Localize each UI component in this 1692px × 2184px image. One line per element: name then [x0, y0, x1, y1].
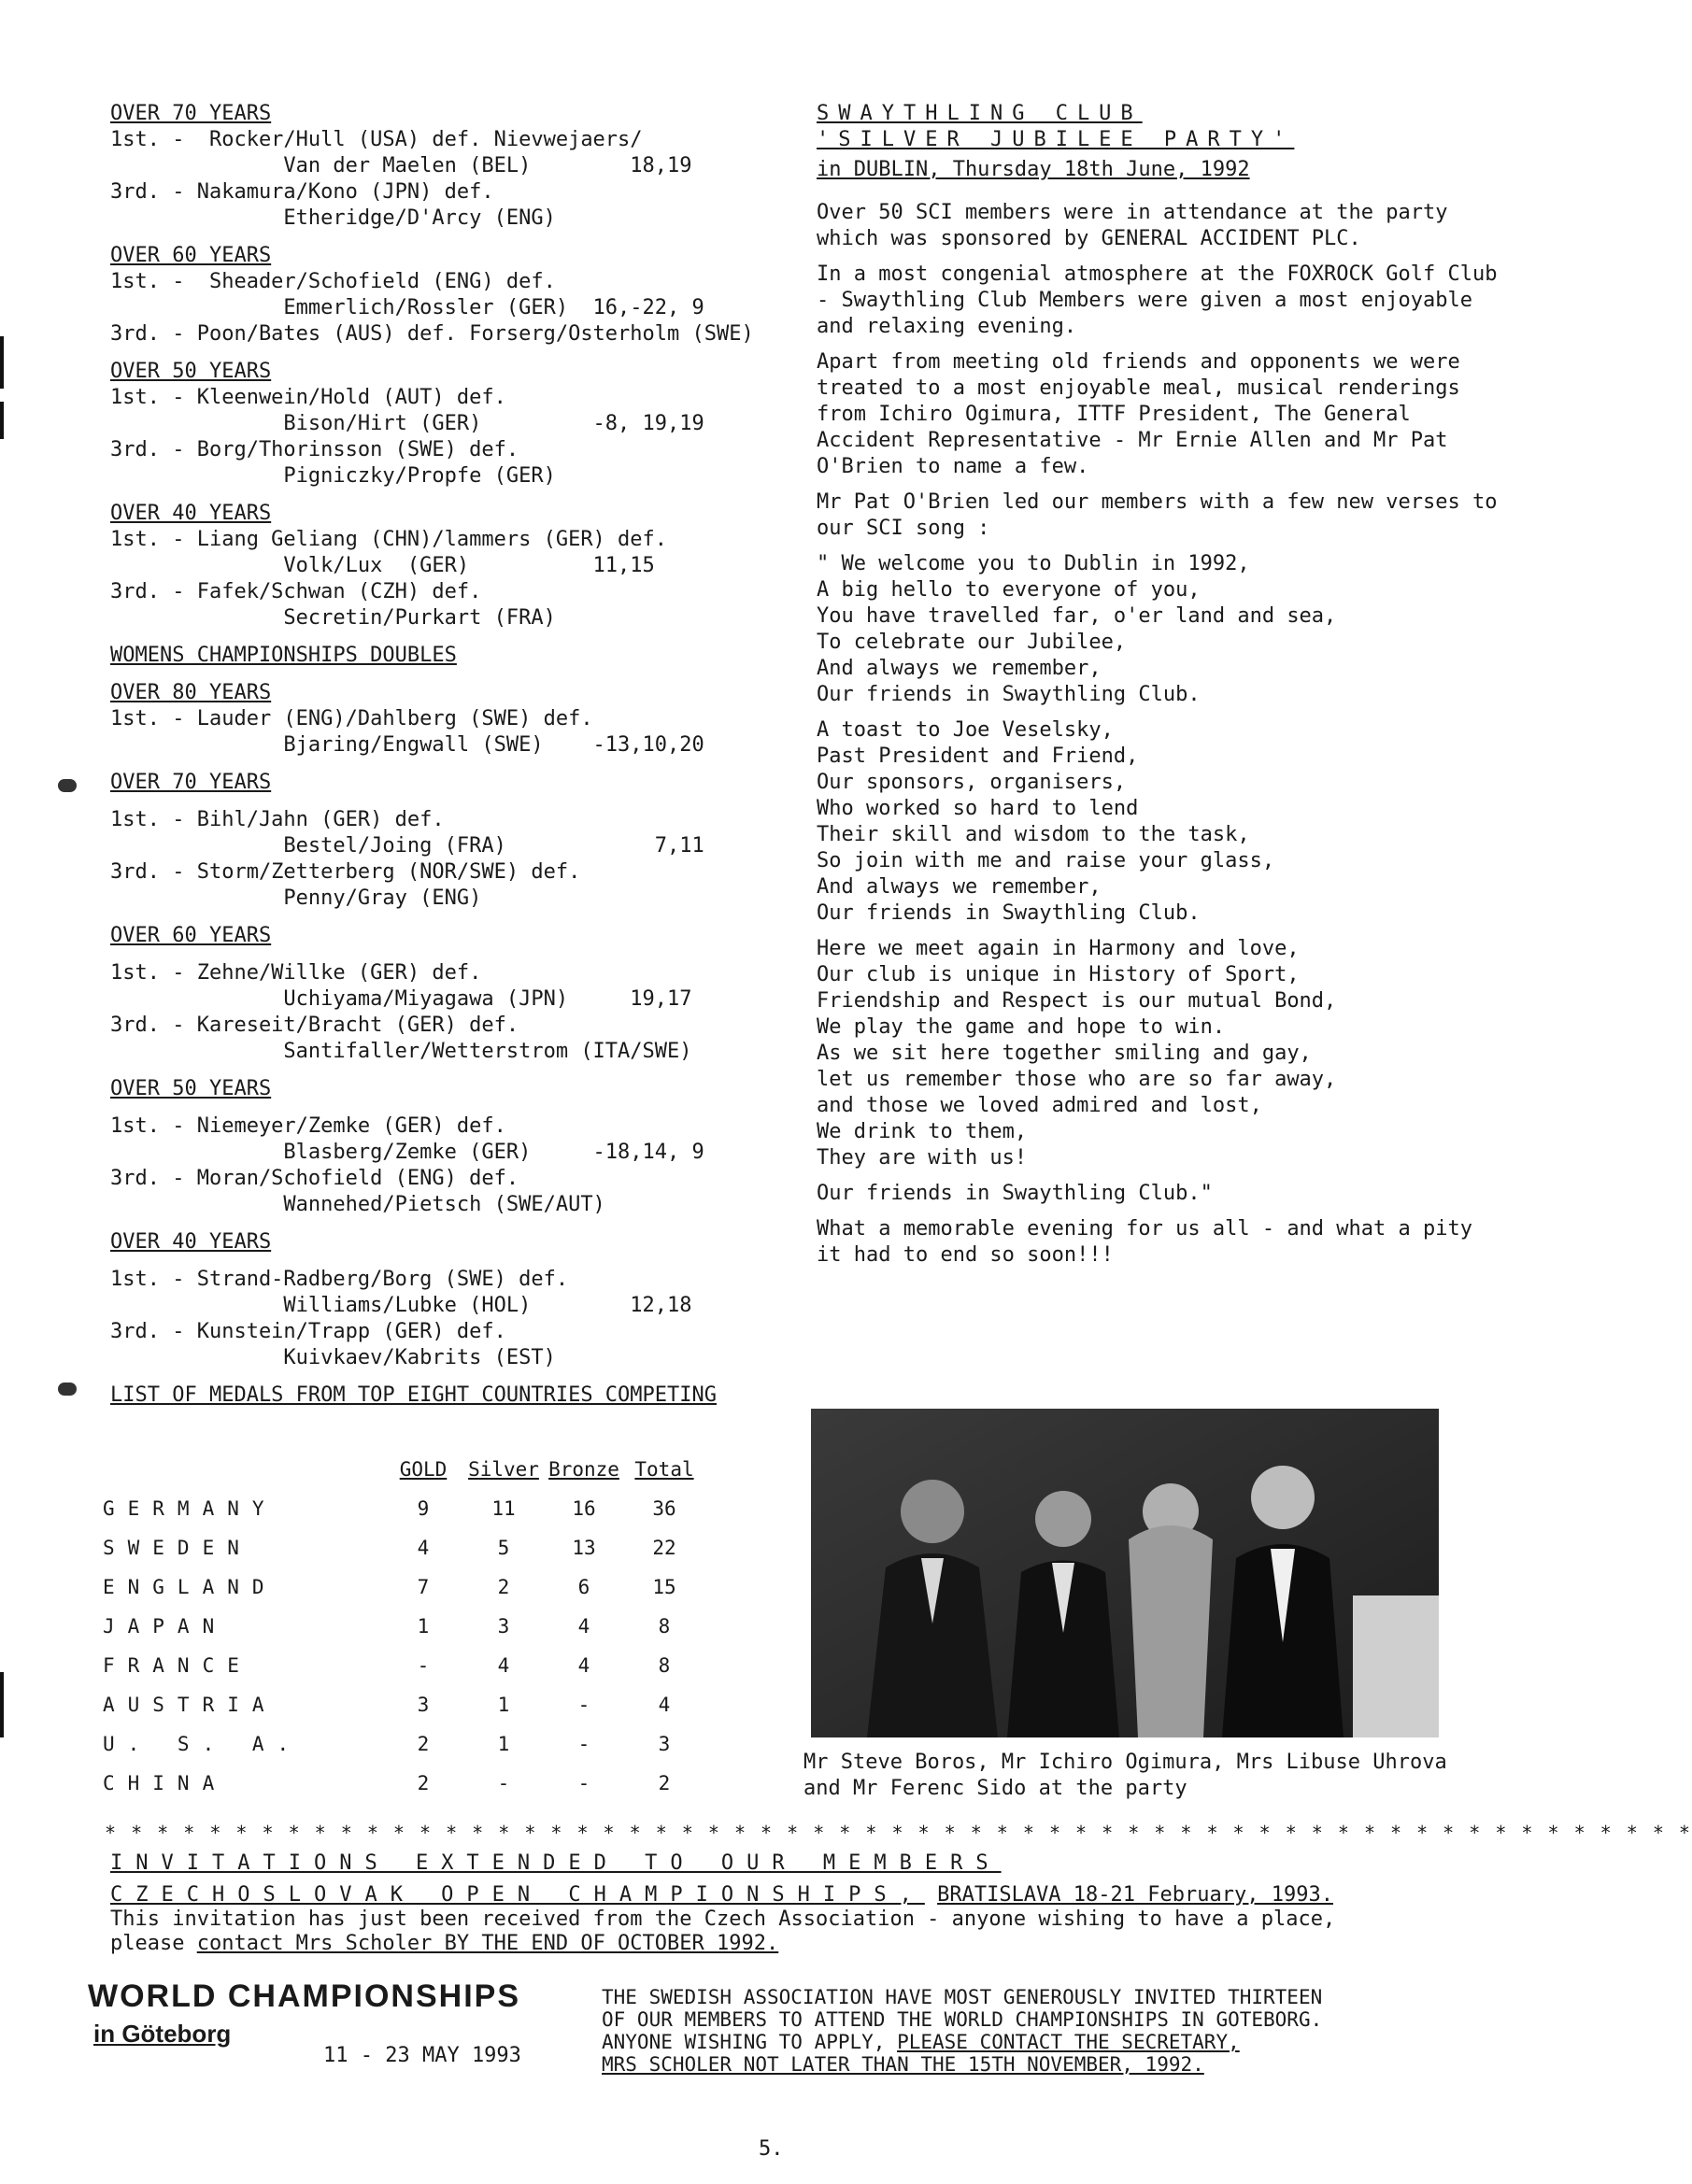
- spacer: [110, 1371, 802, 1383]
- world-championships-dates: 11 - 23 MAY 1993: [323, 2044, 521, 2067]
- song-line: A toast to Joe Veselsky,: [817, 718, 1114, 742]
- song-verse: [817, 1181, 1508, 1207]
- medal-count: 9: [417, 1497, 430, 1520]
- section-heading: LIST OF MEDALS FROM TOP EIGHT COUNTRIES COMPETING: [110, 1383, 718, 1407]
- czech-heading: [110, 1883, 1437, 1907]
- article-column: [817, 101, 1508, 1278]
- result-line: 3rd. - Kareseit/Bracht (GER) def.: [110, 1014, 519, 1037]
- country-name: ENGLAND: [103, 1576, 277, 1598]
- section-heading: OVER 40 YEARS: [110, 502, 272, 525]
- song-line: Past President and Friend,: [817, 745, 1139, 768]
- wc-line: THE SWEDISH ASSOCIATION HAVE MOST GENEROUSLY INVITED THIRTEEN: [602, 1986, 1323, 2008]
- spacer: [110, 1065, 802, 1076]
- binder-mark: [0, 1672, 4, 1737]
- result-line: 1st. - Niemeyer/Zemke (GER) def.: [110, 1114, 506, 1138]
- song-line: And always we remember,: [817, 657, 1102, 680]
- medal-count: 11: [491, 1497, 516, 1520]
- song-line: Here we meet again in Harmony and love,: [817, 937, 1300, 960]
- song-line: So join with me and raise your glass,: [817, 849, 1275, 872]
- section-heading: OVER 80 YEARS: [110, 681, 272, 704]
- result-line: 3rd. - Kunstein/Trapp (GER) def.: [110, 1320, 506, 1343]
- medal-count: 4: [577, 1654, 590, 1677]
- medal-row: [103, 1764, 704, 1803]
- song-line: As we sit here together smiling and gay,: [817, 1042, 1312, 1065]
- section-heading: OVER 60 YEARS: [110, 244, 272, 267]
- song-line: A big hello to everyone of you,: [817, 578, 1201, 602]
- result-line: Secretin/Purkart (FRA): [110, 606, 556, 630]
- world-championships-title: WORLD CHAMPIONSHIPS: [88, 1978, 520, 2014]
- spacer: [110, 912, 802, 923]
- result-line: 1st. - Sheader/Schofield (ENG) def.: [110, 270, 556, 293]
- czech-contact: contact Mrs Scholer BY THE END OF OCTOBER 1992.: [196, 1932, 779, 1955]
- medal-count: 8: [658, 1615, 671, 1638]
- party-photo-image: [811, 1409, 1439, 1737]
- medal-row: [103, 1724, 704, 1764]
- country-name: AUSTRIA: [103, 1694, 277, 1716]
- result-line: 1st. - Liang Geliang (CHN)/lammers (GER) def.: [110, 528, 668, 551]
- medal-count: 22: [652, 1537, 676, 1559]
- header-silver: Silver: [468, 1458, 539, 1481]
- wc-line: [602, 2031, 1443, 2053]
- song-line: " We welcome you to Dublin in 1992,: [817, 552, 1250, 575]
- czech-line: This invitation has just been received from the Czech Association - anyone wishing to have a place,: [110, 1907, 1336, 1931]
- song-line: We drink to them,: [817, 1120, 1028, 1143]
- medal-count: 3: [497, 1615, 510, 1638]
- czech-line-2: [110, 1932, 1437, 1956]
- country-name: FRANCE: [103, 1654, 252, 1677]
- punch-hole-mark: [58, 1383, 77, 1396]
- country-name: SWEDEN: [103, 1537, 252, 1559]
- song-line: and those we loved admired and lost,: [817, 1094, 1262, 1117]
- medal-row: [103, 1489, 704, 1528]
- spacer: [110, 347, 802, 359]
- header-total: Total: [634, 1458, 694, 1481]
- medal-row: [103, 1646, 704, 1685]
- medal-count: 1: [497, 1733, 510, 1755]
- song-line: Our club is unique in History of Sport,: [817, 963, 1300, 986]
- result-line: 3rd. - Fafek/Schwan (CZH) def.: [110, 580, 482, 603]
- result-line: Bestel/Joing (FRA) 7,11: [110, 834, 704, 858]
- section-heading: OVER 40 YEARS: [110, 1230, 272, 1254]
- medal-count: -: [577, 1772, 590, 1794]
- medal-row: [103, 1528, 704, 1567]
- article-paragraph: Mr Pat O'Brien led our members with a few new verses to our SCI song :: [817, 490, 1498, 540]
- song-line: And always we remember,: [817, 875, 1102, 899]
- medal-row: [103, 1607, 704, 1646]
- song-line: let us remember those who are so far away,: [817, 1068, 1337, 1091]
- medal-count: -: [497, 1772, 510, 1794]
- song-line: We play the game and hope to win.: [817, 1015, 1226, 1039]
- song-line: Our sponsors, organisers,: [817, 771, 1127, 794]
- section-heading: OVER 60 YEARS: [110, 924, 272, 947]
- result-line: Wannehed/Pietsch (SWE/AUT): [110, 1193, 605, 1216]
- result-line: Etheridge/D'Arcy (ENG): [110, 206, 556, 230]
- result-line: 3rd. - Storm/Zetterberg (NOR/SWE) def.: [110, 860, 581, 884]
- binder-mark: [0, 402, 4, 439]
- result-line: 1st. - Rocker/Hull (USA) def. Nievwejaers/: [110, 128, 643, 151]
- wc-line: OF OUR MEMBERS TO ATTEND THE WORLD CHAMPIONSHIPS IN GOTEBORG.: [602, 2008, 1323, 2031]
- medal-count: 3: [417, 1694, 430, 1716]
- song-line: Their skill and wisdom to the task,: [817, 823, 1250, 846]
- result-line: Santifaller/Wetterstrom (ITA/SWE): [110, 1040, 692, 1063]
- spacer: [110, 1218, 802, 1229]
- result-line: Penny/Gray (ENG): [110, 886, 482, 910]
- song-verse: [817, 717, 1508, 927]
- song-line: Our friends in Swaythling Club.: [817, 901, 1201, 925]
- medal-count: 6: [577, 1576, 590, 1598]
- wc-line-3-prefix: ANYONE WISHING TO APPLY,: [602, 2031, 898, 2053]
- medal-count: 4: [577, 1615, 590, 1638]
- song-line: Who worked so hard to lend: [817, 797, 1139, 820]
- medal-table-header: [103, 1450, 704, 1489]
- czech-line-2-prefix: please: [110, 1932, 197, 1955]
- party-photo: [811, 1409, 1439, 1737]
- result-line: 1st. - Zehne/Willke (GER) def.: [110, 961, 482, 985]
- czech-place: BRATISLAVA 18-21 February, 1993.: [937, 1883, 1333, 1907]
- spacer: [110, 949, 802, 960]
- country-name: GERMANY: [103, 1497, 277, 1520]
- result-line: 3rd. - Borg/Thorinsson (SWE) def.: [110, 438, 519, 461]
- article-paragraph: In a most congenial atmosphere at the FOXROCK Golf Club - Swaythling Club Members were given a most enjoyable and relaxing evening.: [817, 262, 1498, 338]
- result-line: Pigniczky/Propfe (GER): [110, 464, 556, 488]
- spacer: [110, 759, 802, 770]
- medal-row: [103, 1685, 704, 1724]
- header-country: [103, 1450, 383, 1489]
- medal-count: -: [417, 1654, 430, 1677]
- result-line: 1st. - Kleenwein/Hold (AUT) def.: [110, 386, 506, 409]
- czech-title: CZECHOSLOVAK OPEN CHAMPIONSHIPS,: [110, 1883, 925, 1907]
- spacer: [110, 796, 802, 807]
- article-title: SWAYTHLING CLUB: [817, 102, 1143, 125]
- result-line: Blasberg/Zemke (GER) -18,14, 9: [110, 1141, 704, 1164]
- song-line: Friendship and Respect is our mutual Bond,: [817, 989, 1337, 1013]
- result-line: 3rd. - Nakamura/Kono (JPN) def.: [110, 180, 494, 204]
- song-line: To celebrate our Jubilee,: [817, 631, 1127, 654]
- medal-count: 15: [652, 1576, 676, 1598]
- article-closing: What a memorable evening for us all - and what a pity it had to end so soon!!!: [817, 1217, 1472, 1267]
- result-line: 1st. - Bihl/Jahn (GER) def.: [110, 808, 445, 831]
- header-gold: GOLD: [399, 1458, 448, 1481]
- result-line: Bjaring/Engwall (SWE) -13,10,20: [110, 733, 704, 757]
- result-line: 3rd. - Moran/Schofield (ENG) def.: [110, 1167, 519, 1190]
- article-paragraph: Apart from meeting old friends and opponents we were treated to a most enjoyable meal, musical renderings from Ichiro Ogimura, ITTF President, The General Accident Representative - Mr Ernie Allen and Mr Pat O'Brien to name a few.: [817, 350, 1460, 478]
- medal-count: 13: [572, 1537, 596, 1559]
- spacer: [110, 232, 802, 243]
- song-verse: [817, 551, 1508, 708]
- spacer: [110, 1102, 802, 1113]
- medal-count: 3: [658, 1733, 671, 1755]
- section-heading: OVER 70 YEARS: [110, 771, 272, 794]
- song-line: You have travelled far, o'er land and sea,: [817, 604, 1337, 628]
- medal-count: 16: [572, 1497, 596, 1520]
- medal-count: 8: [658, 1654, 671, 1677]
- spacer: [110, 1255, 802, 1267]
- invitations-section: [110, 1851, 1437, 1956]
- result-line: Kuivkaev/Kabrits (EST): [110, 1346, 556, 1369]
- medal-count: 1: [497, 1694, 510, 1716]
- medal-count: -: [577, 1733, 590, 1755]
- medal-count: 4: [497, 1654, 510, 1677]
- song-line: Our friends in Swaythling Club.": [817, 1182, 1213, 1205]
- punch-hole-mark: [58, 779, 77, 792]
- result-line: 3rd. - Poon/Bates (AUS) def. Forserg/Osterholm (SWE): [110, 322, 754, 346]
- page-number: 5.: [759, 2137, 784, 2161]
- invitations-title: INVITATIONS EXTENDED TO OUR MEMBERS: [110, 1851, 1002, 1875]
- country-name: CHINA: [103, 1772, 228, 1794]
- world-championships-subtitle: in Göteborg: [93, 2020, 232, 2048]
- spacer: [110, 631, 802, 643]
- medal-count: 5: [497, 1537, 510, 1559]
- song-line: They are with us!: [817, 1146, 1028, 1170]
- medal-count: 1: [417, 1615, 430, 1638]
- medal-count: 7: [417, 1576, 430, 1598]
- medal-table: [103, 1450, 704, 1803]
- medal-count: 2: [417, 1733, 430, 1755]
- medal-count: 4: [658, 1694, 671, 1716]
- medal-count: -: [577, 1694, 590, 1716]
- song-line: Our friends in Swaythling Club.: [817, 683, 1201, 706]
- medal-count: 2: [497, 1576, 510, 1598]
- medal-count: 2: [658, 1772, 671, 1794]
- result-line: Bison/Hirt (GER) -8, 19,19: [110, 412, 704, 435]
- photo-caption: Mr Steve Boros, Mr Ichiro Ogimura, Mrs Libuse Uhrova and Mr Ferenc Sido at the party: [803, 1751, 1447, 1800]
- song-verse: [817, 936, 1508, 1171]
- medal-count: 4: [417, 1537, 430, 1559]
- result-line: 1st. - Lauder (ENG)/Dahlberg (SWE) def.: [110, 707, 593, 730]
- result-line: Volk/Lux (GER) 11,15: [110, 554, 655, 577]
- result-line: 1st. - Strand-Radberg/Borg (SWE) def.: [110, 1268, 569, 1291]
- star-divider: * * * * * * * * * * * * * * * * * * * * * * * * * * * * * * * * * * * * * * * * * * * * * * * * * * * * * * * * * * * * *: [105, 1822, 1692, 1844]
- country-name: U. S. A.: [103, 1733, 303, 1755]
- binder-mark: [0, 336, 4, 389]
- wc-contact: PLEASE CONTACT THE SECRETARY,: [897, 2031, 1240, 2053]
- result-line: Uchiyama/Miyagawa (JPN) 19,17: [110, 987, 692, 1011]
- spacer: [110, 489, 802, 501]
- medal-count: 2: [417, 1772, 430, 1794]
- medal-row: [103, 1567, 704, 1607]
- section-heading: OVER 50 YEARS: [110, 1077, 272, 1100]
- article-subtitle: 'SILVER JUBILEE PARTY': [817, 128, 1295, 151]
- section-heading: OVER 50 YEARS: [110, 360, 272, 383]
- section-heading: OVER 70 YEARS: [110, 102, 272, 125]
- header-bronze: Bronze: [548, 1458, 619, 1481]
- spacer: [110, 669, 802, 680]
- result-line: Emmerlich/Rossler (GER) 16,-22, 9: [110, 296, 704, 319]
- medal-table-wrapper: [103, 1444, 704, 1803]
- song-lyrics: [817, 551, 1508, 1207]
- country-name: JAPAN: [103, 1615, 228, 1638]
- article-paragraph: Over 50 SCI members were in attendance at the party which was sponsored by GENERAL ACCIDENT PLC.: [817, 201, 1448, 250]
- medal-count: 36: [652, 1497, 676, 1520]
- wc-line: MRS SCHOLER NOT LATER THAN THE 15TH NOVEMBER, 1992.: [602, 2053, 1204, 2076]
- result-line: Williams/Lubke (HOL) 12,18: [110, 1294, 692, 1317]
- article-event-line: in DUBLIN, Thursday 18th June, 1992: [817, 158, 1250, 181]
- result-line: Van der Maelen (BEL) 18,19: [110, 154, 692, 177]
- world-championships-text: [602, 1986, 1443, 2076]
- results-column: [110, 101, 802, 1409]
- section-heading: WOMENS CHAMPIONSHIPS DOUBLES: [110, 644, 457, 667]
